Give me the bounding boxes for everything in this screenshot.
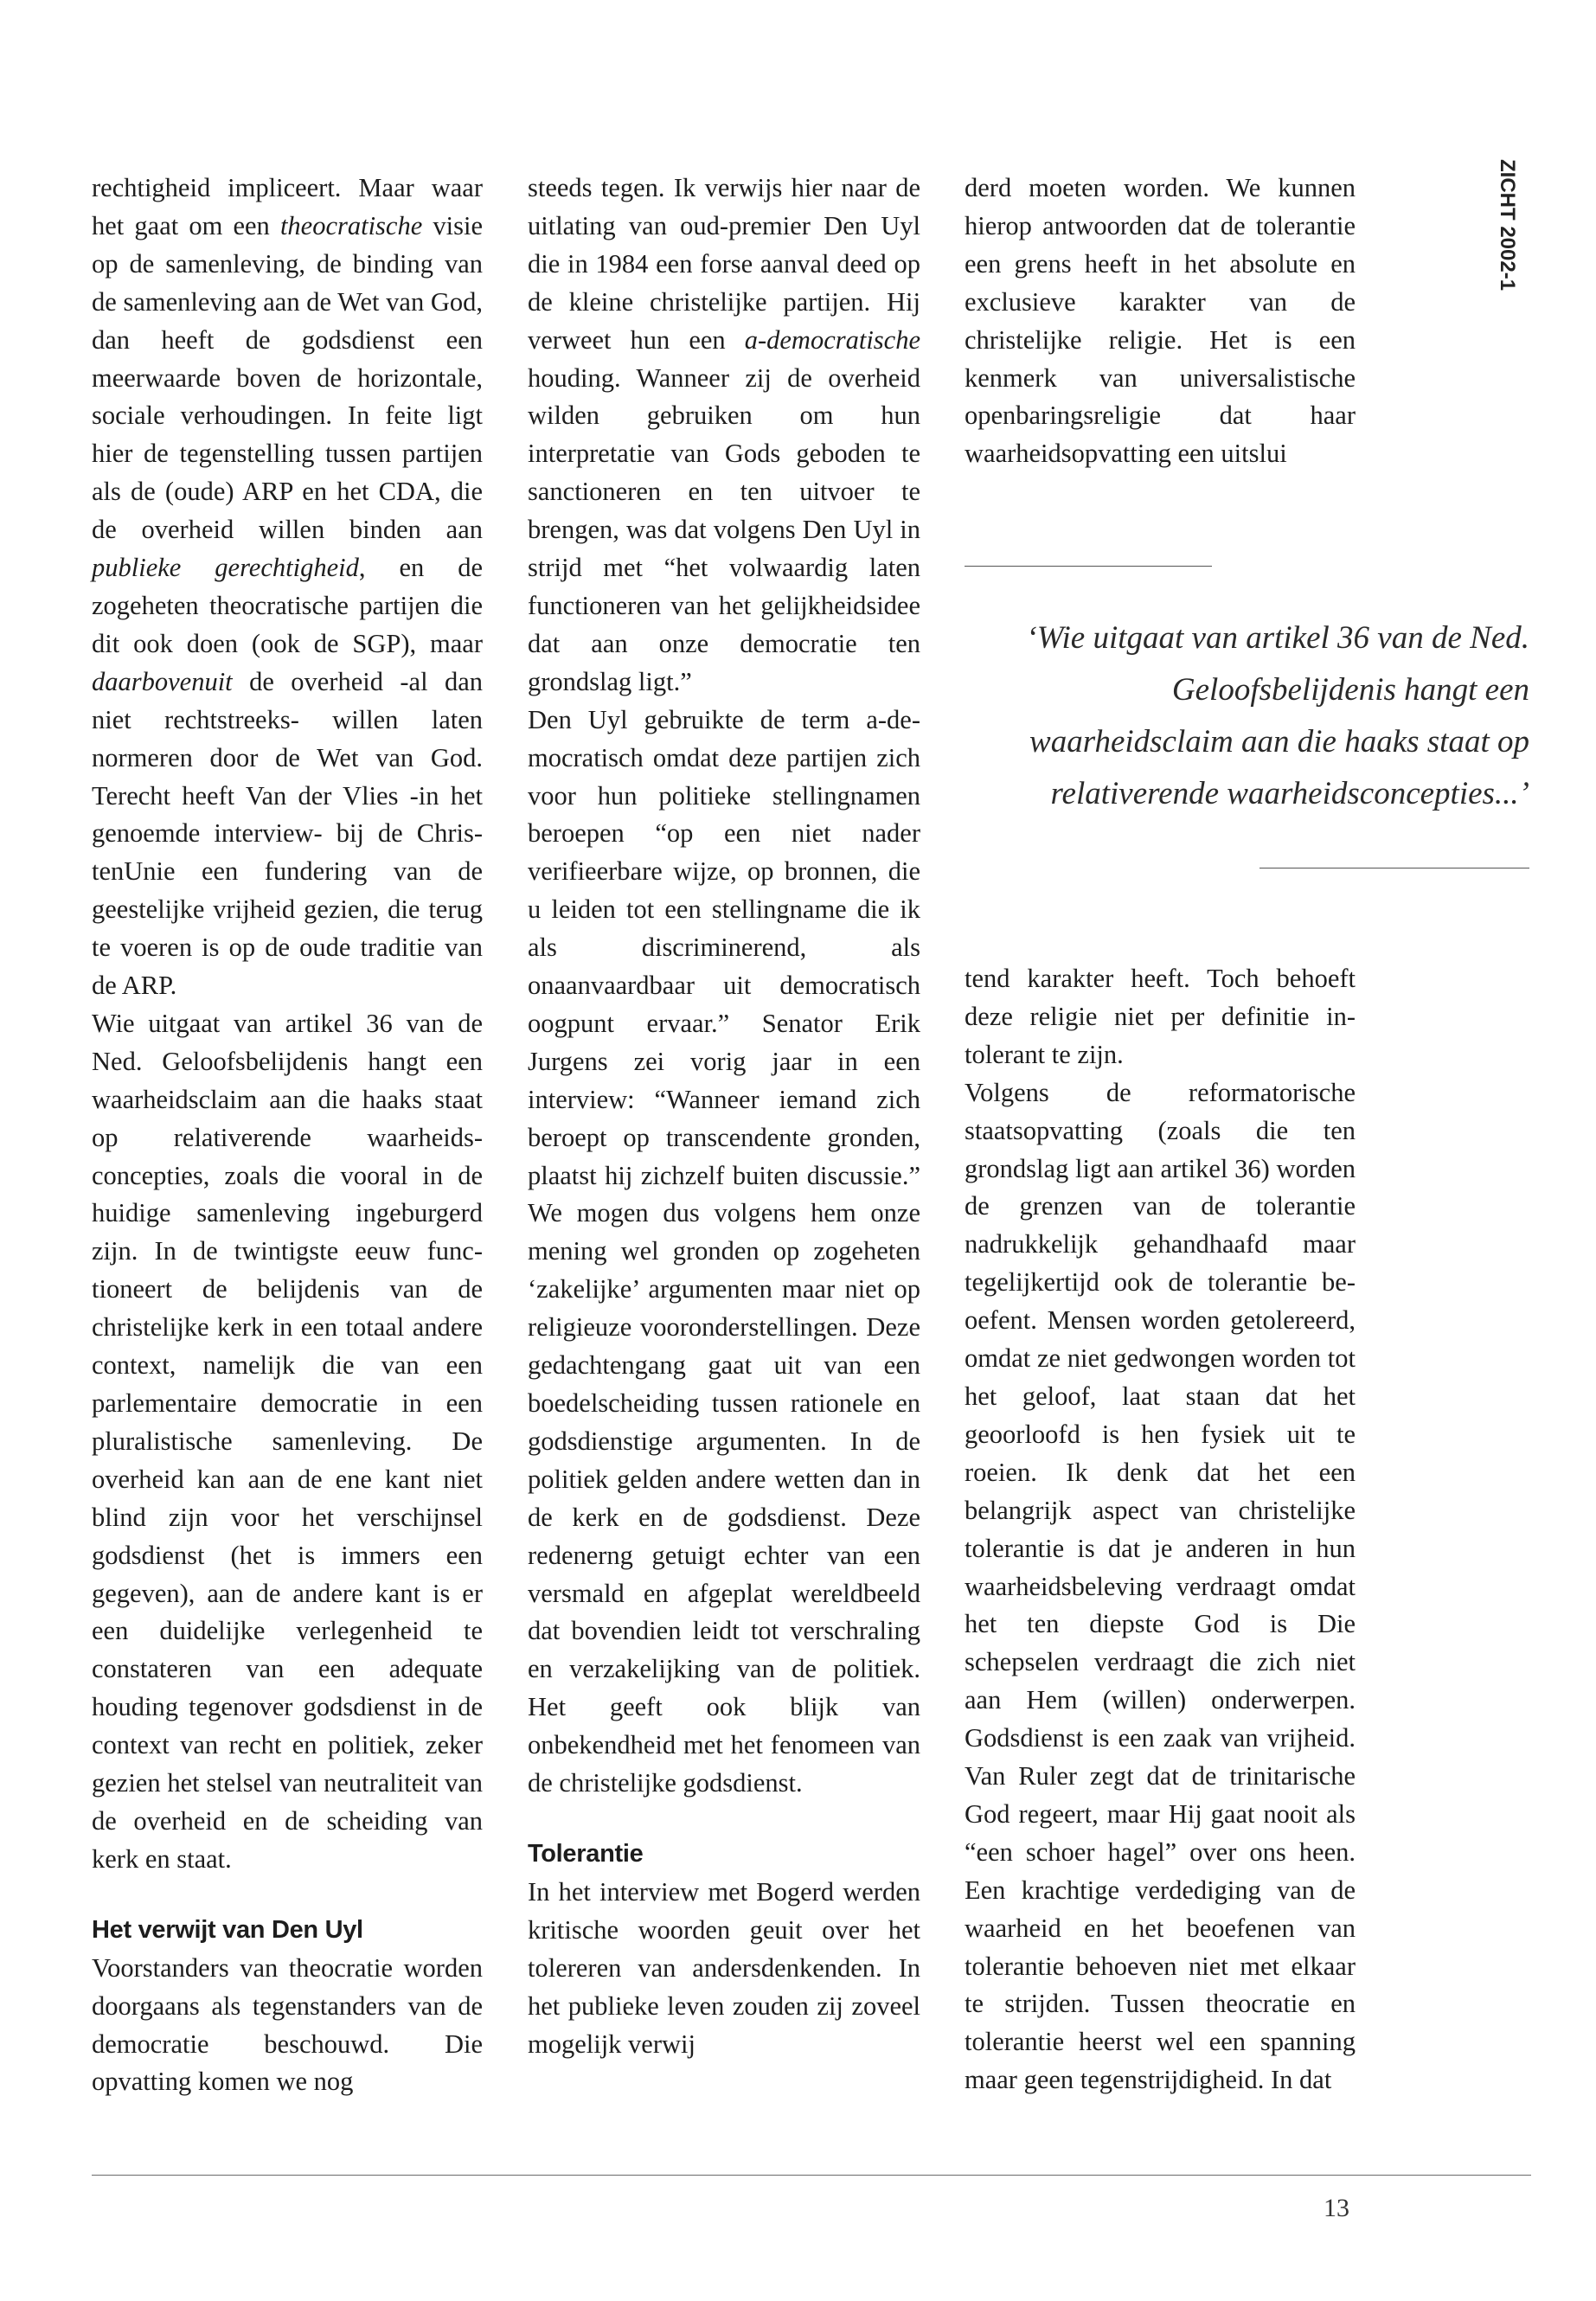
column3-paragraph-1: derd moeten worden. We kunnen hierop antwoorden dat de tolerantie een grens heeft in het absolute en exclusieve karakter van de christelijke religie. Het is een kenmerk van universalistische openbaringsreligie dat haar waarheidsopvatting een uitslui: [965, 173, 1356, 469]
section-heading-tolerantie: Tolerantie: [528, 1839, 644, 1868]
section-heading-den-uyl: Het verwijt van Den Uyl: [92, 1915, 363, 1944]
side-running-header: ZICHT 2002-1: [1496, 159, 1519, 292]
column1-paragraph-1: rechtigheid impliceert. Maar waar het gaat om een theocratische visie op de samenleving, de binding van de samenleving aan de Wet van God, dan heeft de godsdienst een meerwaarde boven de horizontale, sociale verhoudingen. In feite ligt hier de tegenstelling tussen partijen als de (oude) ARP en het CDA, die de overheid willen binden aan publieke gerechtigheid, en de zogeheten theocratische partijen die dit ook doen (ook de SGP), maar daarbovenuit de overheid -al dan niet rechtstreeks- willen laten normeren door de Wet van God. Terecht heeft Van der Vlies -in het genoemde interview- bij de ChristenUnie een fundering van de geestelijke vrijheid gezien, die terug te voeren is op de oude traditie van de ARP.: [92, 173, 483, 1001]
column3-paragraph-2: tend karakter heeft. Toch behoeft deze religie niet per definitie intolerant te zijn.: [965, 964, 1356, 1069]
page-number: 13: [1324, 2194, 1349, 2222]
text-column-3-top: [965, 170, 1356, 473]
text-column-2: [528, 170, 920, 2063]
pull-quote: ‘Wie uitgaat van artikel 36 van de Ned. Geloofsbelijdenis hangt een waarheidsclaim aan die haaks staat op relativerende waarheidsconcepties...’: [1026, 620, 1529, 811]
column1-paragraph-2: Wie uitgaat van artikel 36 van de Ned. Geloofsbelijdenis hangt een waarheidsclaim aan die haaks staat op relativerende waarheidsconcepties, zoals die vooral in de huidige samenleving ingeburgerd zijn. In de twintigste eeuw functioneert de belijdenis van de christelijke kerk in een totaal andere context, namelijk die van een parlementaire democratie in een pluralistische samenleving. De overheid kan aan de ene kant niet blind zijn voor het verschijnsel godsdienst (het is immers een gegeven), aan de andere kant is er een duidelijke verlegenheid te constateren van een adequate houding tegenover godsdienst in de context van recht en politiek, zeker gezien het stelsel van neutraliteit van de overheid en de scheiding van kerk en staat.: [92, 1008, 483, 1874]
text-column-3-bottom: [965, 960, 1356, 2099]
text-column-1: [92, 170, 483, 2101]
column2-paragraph-2: Den Uyl gebruikte de term a-democratisch omdat deze partijen zich voor hun politieke stellingnamen beroepen “op een niet nader verifieerbare wijze, op bronnen, die u leiden tot een stellingname die ik als discriminerend, als onaanvaardbaar uit democratisch oogpunt ervaar.” Senator Erik Jurgens zei vorig jaar in een interview: “Wanneer iemand zich beroept op transcendente gronden, plaatst hij zichzelf buiten discussie.” We mogen dus volgens hem onze mening wel gronden op zogeheten ‘zakelijke’ argumenten maar niet op religieuze vooronderstellingen. Deze gedachtengang gaat uit van een boedelscheiding tussen rationele en godsdienstige argumenten. In de politiek gelden andere wetten dan in de kerk en de godsdienst. Deze redenerng getuigt echter van een versmald en afgeplat wereldbeeld dat bovendien leidt tot verschraling en verzakelijking van de politiek. Het geeft ook blijk van onbekendheid met het fenomeen van de christelijke godsdienst.: [528, 704, 920, 1798]
pull-quote-top-rule: [965, 566, 1212, 567]
footer-rule: [92, 2175, 1531, 2176]
column2-paragraph-1: steeds tegen. Ik verwijs hier naar de uitlating van oud-premier Den Uyl die in 1984 een forse aanval deed op de kleine christelijke partijen. Hij verweet hun een a-democratische houding. Wanneer zij de overheid wilden gebruiken om hun interpretatie van Gods geboden te sanctioneren en ten uitvoer te brengen, was dat volgens Den Uyl in strijd met “het volwaardig laten functioneren van het gelijkheidsidee dat aan onze democratie ten grondslag ligt.”: [528, 173, 920, 696]
column3-paragraph-3: Volgens de reformatorische staatsopvatting (zoals die ten grondslag ligt aan artikel 36) worden de grenzen van de tolerantie nadrukkelijk gehandhaafd maar tegelijkertijd ook de tolerantie beoefent. Mensen worden getolereerd, omdat ze niet gedwongen worden tot het geloof, laat staan dat het geoorloofd is hen fysiek uit te roeien. Ik denk dat het een belangrijk aspect van christelijke tolerantie is dat je anderen in hun waarheidsbeleving verdraagt omdat het ten diepste God is Die schepselen verdraagt die zich niet aan Hem (willen) onderwerpen. Godsdienst is een zaak van vrijheid. Van Ruler zegt dat de trinitarische God regeert, maar Hij gaat nooit als “een schoer hagel” over ons heen. Een krachtige verdediging van de waarheid en het beoefenen van tolerantie behoeven niet met elkaar te strijden. Tussen theocratie en tolerantie heerst wel een spanning maar geen tegenstrijdigheid. In dat: [965, 1077, 1356, 2095]
column2-paragraph-3: In het interview met Bogerd werden kritische woorden geuit over het tolereren van andersdenkenden. In het publieke leven zouden zij zoveel mogelijk verwij: [528, 1876, 920, 2059]
column1-paragraph-3: Voorstanders van theocratie worden doorgaans als tegenstanders van de democratie beschouwd. Die opvatting komen we nog: [92, 1952, 483, 2097]
